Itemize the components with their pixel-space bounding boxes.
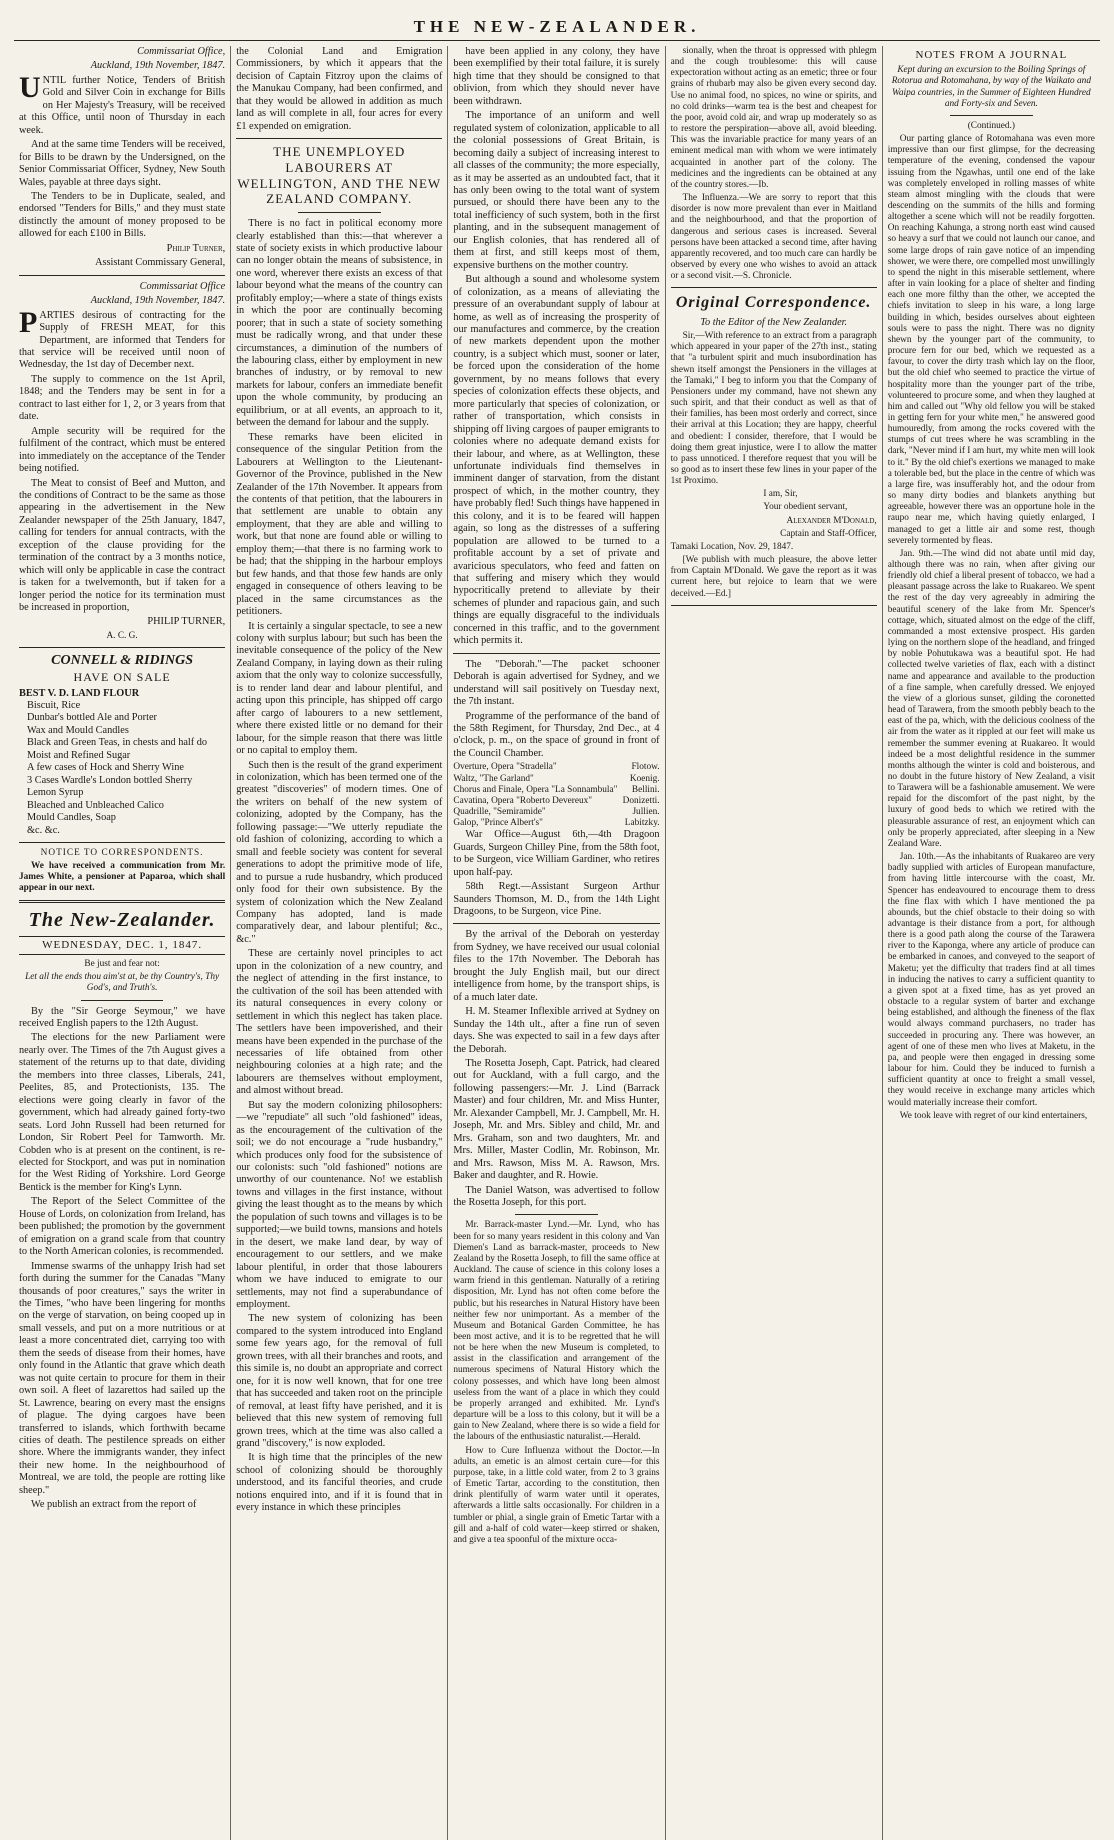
divider: [453, 923, 659, 924]
news-paragraph: The Rosetta Joseph, Capt. Patrick, had cleared out for Auckland, with a full cargo, and the following passengers:—Mr. J. Lind (Barrack Master) and four children, Mr. and Miss Hunter, Mr. Alexander Campbell, Mr. J. Campbell, Mr. H. Joseph, Mr. and Mrs. Sibley and child, Mr. and Mrs. Graham, son and two daughters, Mr. and Mrs. Miller, Master Codlin, Mr. Robinson, Mr. and Mrs. Rawson, Miss M. A. Rawson, Mrs. Baker and daughter, and R. Howie.: [453, 1058, 660, 1182]
advert-item: &c. &c.: [27, 824, 60, 836]
journal-text: [888, 134, 1095, 1122]
letter-closing: I am, Sir,: [763, 489, 798, 500]
divider: [19, 900, 225, 903]
divider: [236, 138, 442, 139]
drop-cap: U: [19, 70, 41, 104]
column-2: [231, 46, 448, 1840]
article-paragraph: It is certainly a singular spectacle, to see a new colony with surplus labour; but such has been the inevitable consequence of the policy of the New Zealand Company, in laying down as their ruling axiom that the only way to colonize successfully, is to render land dear and labour plentiful, and acting upon this principle, has shipped off cargo after cargo of labourers to a new settlement, where there existed little or no demand for their labour, for the simple reason that there was little or no capital to employ them.: [236, 620, 443, 757]
news-item: Mr. Barrack-master Lynd.—Mr. Lynd, who has been for so many years resident in this colony and Van Diemen's Land as barrack-master, proceeds to New Zealand by the Rosetta Joseph, to fill the same office at Auckland. The cause of science in this colony loses a warm friend in this gentleman. Naturally of a retiring disposition, Mr. Lynd has not often come before the public, but his researches in Natural History have been neither few nor unimportant. As a member of the Museum and Botanical Garden Committee, he has been most active, and it is to be regretted that he will not be here when the new Museum is completed, to assist in the classification and arrangement of the numerous specimens of Natural History which the colony possesses, and which have long been almost useless from the want of a place in which they could be properly arranged and exhibited. Mr. Lynd's departure will be a loss to this colony, but it will be a gain to New Zealand, where there is so wide a field for the labours of the enthusiastic naturalist.—Herald.: [453, 1220, 660, 1443]
divider: [19, 275, 225, 276]
programme-intro: Programme of the performance of the band of the 58th Regiment, for Thursday, 2nd Dec., at 4 o'clock, p. m., on the space of ground in front of the Council Chamber.: [453, 710, 660, 759]
journal-paragraph: Our parting glance of Rotomahana was even more impressive than our first glimpse, for the decreasing temperature of the evening, condensed the vapour issuing from the Ngawhas, until one end of the lake was completely enveloped in rolling masses of white steam almost mingling with the clouds that were descending on the summits of the hills and forming altogether a scene which will not be readily forgotten. On reaching Kahunga, a strong north east wind caused so heavy a surf that we could not launch our canoe, and some large drops of rain gave notice of an impending shower, we were there, ore compelled most unwillingly to spend the night in this miserable settlement, where after in vain looking for a place of shelter and finding each one more filthy than the other, we accepted the chiefs invitation to sleep in his ware, a long large building in which, besides ourselves about eighteen souls were to pass the night. There was no dignity shewn by the younger part of the community, to procure fern for our bed, which we requested as a favour, to cover the dirty trash which lay on the floor, but the old chief who seemed to practice the virtue of hospitality more than the younger part of the tribe, volunteered to procure some, and when they laughed at him and called out "Why old fellow you will be staked in getting fern for your white men," he answered good humouredly, from among the rocks covered with the stumps of cut trees where he was scrambling in the dark, "Never mind if I am hurt, my white men will look to it." By the old chief's exertions we managed to make a tolerable bed, but the place in the centre of which was a large fire, was insufferably hot, and the odour from so many dirty bodies and blankets anything but agreeable, however there was an opportune hole in the raupo near me, which having quietly enlarged, I managed to get a little air and some rest, though severely tormented by fleas.: [887, 134, 1095, 546]
article-paragraph: We publish an extract from the report of: [31, 1499, 197, 1511]
divider: [950, 115, 1033, 116]
article-paragraph: the Colonial Land and Emigration Commissioners, by which it appears that the decision of Captain Fitzroy upon the claims of the Manukau Company, had been confirmed, and that they would be allowed in addition as much land as will complete in all, four acres for every £1 expended on emigration.: [236, 46, 443, 132]
advert-subtitle: HAVE ON SALE: [73, 670, 171, 685]
signature-title: A. C. G.: [106, 630, 138, 641]
programme-item: [453, 796, 659, 807]
signature-title: Assistant Commissary General,: [95, 257, 226, 269]
article-paragraph: These remarks have been elicited in consequence of the singular Petition from the Labourers at Wellington to the Lieutenant-Governor of the Province, published in the New Zealander of the 17th November. It appears from the contents of that petition, that the labourers in that settlement are unable to obtain any employment, that they are able and willing to work, but that none are found able or willing to employ them;—that there is no farming work to be had; that the shipping in the harbour employs but few hands, and that those few hands are only engaged in consequence of others leaving to be placed in the same circumstances as the petitioners.: [236, 431, 443, 618]
deborah-notice: The "Deborah."—The packet schooner Deborah is again advertised for Sydney, and we understand will sail positively on Tuesday next, the 7th instant.: [453, 658, 660, 708]
divider: [19, 842, 225, 843]
article-paragraph: There is no fact in political economy more clearly established than this:—that wherever a state of society exists in which productive labour can no longer obtain the means of subsistence, in one word, wherever there exists an excess of that labour beyond what the means of the country can profitably employ;—where a state of things exists in which the poor are continually becoming poorer; that in such a state of society something must be radically wrong, and that under these circumstances, a diminution of the numbers of the labouring class, either by employment in new branches of industry, or by removal to new markets for labour, confers an immediate benefit upon the whole community, by producing an equilibrium, or at all events, an approach to it, between the demand for labour and the supply.: [236, 218, 443, 429]
drop-cap: P: [19, 305, 38, 339]
shipping-news: [453, 929, 659, 1209]
motto: Let all the ends thou aim'st at, be thy Country's, Thy God's, and Truth's.: [25, 972, 220, 994]
colonization-article: [453, 46, 659, 648]
notice-paragraph: And at the same time Tenders will be received, for Bills to be drawn by the Undersigned, on the Senior Commissariat Officer, Sydney, New South Wales, payable at three days sight.: [19, 139, 226, 188]
colonial-items: [453, 1220, 659, 1546]
notice-paragraph: The supply to commence on the 1st April, 1848; and the Tenders may be sent in for a contract to last either for 1, 2, or 3 years from that date.: [19, 373, 226, 423]
journal-continued: (Continued.): [967, 120, 1015, 131]
notice-paragraph: The Tenders to be in Duplicate, sealed, and endorsed "Tenders for Bills," and they must state distinctly the amount of money proposed to be allowed for each £100 in Bills.: [19, 190, 226, 240]
journal-paragraph: We took leave with regret of our kind entertainers,: [899, 1110, 1088, 1121]
advert-item: Bleached and Unbleached Calico: [27, 799, 164, 811]
letter-closing: Your obedient servant,: [763, 502, 848, 513]
journal-paragraph: Jan. 9th.—The wind did not abate until mid day, although there was no rain, when after giving our friendly old chief a liberal present of tobacco, we had a pleasant passage across the lake to Ruakareo. We spent the rest of the day very agreeably in admiring the beautiful scenery of the lake from Mr. Spencer's cottage, which, situated almost on the edge of the cliff, commanded a most extensive prospect. His garden lying on the northern slope of the headland, and fringed by noble Pohutukawa was a beautiful spot. He had collected twelve varieties of flax, each with a distinct name and appearance and available to the production of a fine sample, when carefully dressed. We enjoyed the view of a glorious sunset, gilding the coronetted head of Tarawera, from the smooth pebbly beach to the east of the pa, which, with the delicious coolness of the air from the water as it rippled at our feet will make us remember the summer evening at Ruakareo. It would indeed be a most delightful residence in the summer months although the winter is cold and boisterous, and no doubt in the future history of New Zealand, a visit to Tarawera will be a fashionable amusement. We were repaid for the discomfort of the past night, by the luxury of good beds to which we retired with the pleasurable assurance of rest, an enjoyment which can only be properly appreciated, after sleeping in a New Zealand Ware.: [887, 548, 1095, 849]
notice-office: Commissariat Office,: [137, 46, 226, 57]
article-paragraph: By the "Sir George Seymour," we have received English papers to the 12th August.: [19, 1005, 226, 1030]
masthead-rule: [14, 40, 1100, 41]
correspondents-heading: NOTICE TO CORRESPONDENTS.: [40, 847, 204, 858]
programme-composer: Labitzky.: [624, 818, 660, 829]
column-3: [448, 46, 665, 1840]
labourers-article: [236, 218, 442, 1515]
journal-heading: NOTES FROM A JOURNAL: [915, 49, 1068, 61]
masthead: THE NEW-ZEALANDER.: [413, 17, 701, 36]
divider: [19, 647, 225, 648]
programme-piece: Galop, "Prince Albert's": [453, 818, 543, 829]
leader-article: [19, 1006, 225, 1512]
correspondence-to: To the Editor of the New Zealander.: [700, 316, 848, 328]
notice-bills: [19, 46, 225, 270]
divider: [81, 1000, 163, 1001]
advert-item: Lemon Syrup: [27, 787, 84, 799]
article-paragraph: The importance of an uniform and well regulated system of colonization, applicable to all the colonial possessions of Great Britain, is becoming daily a subject of increasing interest to all classes of the community; the more especially, as it may be asserted as an undoubted fact, that it has only been owing to the total want of system pursued, or should there have been any to the total inefficiency of such system, both in the first planting, and in the subsequent management of our English colonies, that has rendered all of them at first, and still keeps most of them, expensive burthens on the mother country.: [453, 110, 660, 271]
journal-subtitle: Kept during an excursion to the Boiling Springs of Rotorua and Rotomahana, by way of the Waikato and Waipa countries, in the Summer of Eighteen Hundred and Forty-six and Seven.: [891, 65, 1091, 109]
advert-item: Mould Candles, Soap: [27, 812, 116, 824]
issue-date: WEDNESDAY, DEC. 1, 1847.: [19, 936, 225, 955]
advert-item: 3 Cases Wardle's London bottled Sherry: [27, 774, 193, 786]
letter-signature-title: Captain and Staff-Officer,: [780, 528, 877, 539]
influenza-items: [671, 46, 877, 282]
news-paragraph: By the arrival of the Deborah on yesterday from Sydney, we have received our usual colonial files to the 17th November. The Deborah has brought the July English mail, but our direct intelligence from home, by the transport ships, is of a much later date.: [453, 929, 660, 1003]
advert-item: Wax and Mould Candles: [27, 724, 129, 736]
article-paragraph: Such then is the result of the grand experiment in colonization, which has been termed one of the greatest "discoveries" of modern times. One of the writers on behalf of the new system of colonizing, adopted by the Company, has the following passage:—"We utterly repudiate the old fashion of colonizing, according to which a small and feeble society was content for several generations to adopt the primitive mode of life, and to pursue a rude husbandry, which produced only food for their own subsistence. By the system of colonization which the New Zealand Company has adopted, land is made comparatively dear, and labour plentiful; &c., &c.": [236, 759, 443, 945]
article-paragraph: Immense swarms of the unhappy Irish had set forth during the summer for the Canadas "Many thousands of poor creatures," says the writer in the Times, "who have been lingering for months on the verge of starvation, on being cooped up in small vessels, and put on a more nutritious or at least a more concentrated diet, carrying too with them the seeds of disease from their homes, have only found in the Atlantic that grave which death was not quite certain to procure for them in their own soil. A fleet of lazarettos had sailed up the St. Lawrence, bearing on every mast the ensigns of plague. The dying cargoes have been transferred to islands, which forthwith became cities of death. The pestilence spreads on either shore. Where the immigrants wander, they infect their new home. In the neighbourhood of Montreal, we are told, the people are rotting like sheep.": [19, 1260, 226, 1496]
columns: [14, 46, 1100, 1840]
news-paragraph: The Daniel Watson, was advertised to follow the Rosetta Joseph, for this port.: [453, 1184, 660, 1208]
advert-item: BEST V. D. LAND FLOUR: [19, 687, 140, 699]
advert-item: Dunbar's bottled Ale and Porter: [27, 712, 157, 724]
war-office-notice: 58th Regt.—Assistant Surgeon Arthur Saunders Thomson, M. D., from the 14th Light Dragoons, to be Surgeon, vice Pine.: [453, 881, 660, 918]
programme-piece: Waltz, "The Garland": [453, 773, 534, 784]
correspondence-heading: Original Correspondence.: [675, 294, 872, 312]
programme-piece: Quadrille, "Semiramide": [453, 807, 546, 817]
programme-piece: Cavatina, Opera "Roberto Devereux": [453, 795, 593, 806]
article-paragraph: But although a sound and wholesome system of colonization, as a means of alleviating the pressure of an overabundant supply of labour at home, as well as of increasing the prosperity of our manufactures and commerce, by the creation of new markets dependent upon the mother country, is a subject which must, sooner or later, be forced upon the consideration of the home government, by no means follows that every species of colonization effects these objects, and more particularly that species of colonization, or rather of transportation, which consists in shipping off living cargoes of pauper emigrants to colonies where no adequate demand exists for their labour, and where, as at Wellington, these unfortunate individuals find themselves in imminent danger of starvation, from the distant prospect of which, in the mother country, they have probably fled! Such things have happened in this colony, and it is to be feared will happen again, so long as the distresses of a suffering population are allowed to be turned to a profitable account by a set of private and avaricious speculators, who feed and fatten on that suffering and misery which they would hypocritically pretend to alleviate by their schemes of plunder and rapacious gain, and such things are equally disgraceful to the individuals concerned in this traffic, and to the government which permits it.: [453, 274, 660, 647]
advert-item: A few cases of Hock and Sherry Wine: [27, 762, 184, 774]
notice-meat: [19, 281, 225, 642]
signature-name: Philip Turner,: [166, 242, 226, 254]
war-office-notice: War Office—August 6th,—4th Dragoon Guards, Surgeon Chilley Pine, from the 58th foot, to be Surgeon, vice William Gardiner, who retires upon half-pay.: [453, 829, 660, 878]
motto: Be just and fear not:: [84, 959, 160, 970]
connell-advert: [19, 653, 225, 837]
programme-item: [453, 807, 659, 818]
article-paragraph: These are certainly novel principles to act upon in the colonization of a new country, and the neglect of attending in the first instance, to the cultivation of the soil has been attended with its natural consequences in every colony or settlement in which this neglect has taken place. The settlers have been impoverished, and their means have been expended in the purchase of the necessaries of life obtained from other neighbouring colonies at a high rate; and the labourers are themselves without employment, and almost without bread.: [236, 948, 443, 1097]
letter-place: Tamaki Location, Nov. 29, 1847.: [670, 541, 794, 552]
notice-dateline: Auckland, 19th November, 1847.: [90, 295, 226, 307]
notice-office: Commissariat Office: [139, 280, 226, 292]
article-paragraph: It is high time that the principles of the new school of colonizing should be thoroughly understood, and its fanciful theories, and crude notions enquired into, and if it is found that in every instance in which these principles: [236, 1452, 443, 1514]
programme-item: [453, 785, 659, 796]
divider: [298, 212, 380, 213]
notice-paragraph: ARTIES desirous of contracting for the Supply of FRESH MEAT, for this Department, are informed that Tenders for that service will be received until noon of Wednesday, the 1st day of December next.: [19, 309, 226, 371]
programme-composer: Jullien.: [632, 807, 660, 817]
programme-item: [453, 762, 659, 773]
correspondents-text: We have received a communication from Mr. James White, a pensioner at Paparoa, which shall appear in our next.: [19, 861, 226, 894]
advert-item: Moist and Refined Sugar: [27, 749, 131, 761]
programme-item: [453, 774, 659, 785]
programme-composer: Koenig.: [629, 773, 660, 784]
signature-name: PHILIP TURNER,: [147, 616, 226, 628]
correspondence-letter: Sir,—With reference to an extract from a paragraph which appeared in your paper of the 27th inst., stating that "a turbulent spirit and much insubordination has shewn itself amongst the Pensioners in the villages at the Tamaki," I beg to inform you that the Company of Pensioners under my command, have not shewn any such spirit, and that their conduct as well as that of their families, has been most orderly and correct, since their arrival at this Location; they are happy, cheerful and obedient: I consider, therefore, that I would be doing them great injustice, were I to allow the matter to pass unnoticed. I therefore request that you will be so good as to insert these few lines in your paper of the 1st Proximo.: [670, 331, 877, 487]
column-1: [14, 46, 231, 1840]
news-item: sionally, when the throat is oppressed with phlegm and the cough troublesome: this will cause expectoration without acting as an emetic; three or four grains of rhubarb may also be given every second day. Use no animal food, no spices, no wine or spirits, and no cold drinks—warm tea is the best and cheapest for the poor, avoid cold air, and wrap up moderately so as to restore the perspiration—above all, avoid bleeding. This was the invariable practice for many years of an eminent medical man with whom we were intimately acquainted in another part of the colony. The medicines and the ingredients can be obtained at any of the country stores.—Ib.: [670, 46, 877, 190]
article-paragraph: The Report of the Select Committee of the House of Lords, on colonization from Ireland, has been published; the promotion by the government of emigration on a grand scale from that country to the North American colonies, is recommended.: [19, 1196, 226, 1258]
divider: [515, 1214, 597, 1215]
column-5: [883, 46, 1100, 1840]
notice-dateline: Auckland, 19th November, 1847.: [90, 60, 226, 72]
advert-title: CONNELL & RIDINGS: [51, 653, 194, 669]
paper-title: The New-Zealander.: [28, 908, 216, 931]
news-item: How to Cure Influenza without the Doctor.—In adults, an emetic is an almost certain cure—for this purpose, take, in a little cold water, from 2 to 3 grains of Emetic Tartar, according to the constitution, then drink plentifully of warm water until it operates, afterwards a little salts occasionally. For children in a tumbler or phial, a single grain of Emetic Tartar with a gill and a-half of cold water—keep stirred or shaken, and give a tea spoonful of the mixture occa-: [453, 1445, 660, 1545]
news-item: The Influenza.—We are sorry to report that this disorder is now more prevalent than ever in Maitland and the neighbourhood, and that the proportion of dangerous and serious cases is increased. Several persons have been attacked a second time, after having apparently recovered, and too much care can hardly be observed by every one who wishes to avoid an attack or a second visit.—S. Chronicle.: [670, 193, 877, 282]
advert-item: Black and Green Teas, in chests and half do: [27, 737, 208, 749]
news-paragraph: H. M. Steamer Inflexible arrived at Sydney on Sunday the 14th ult., after a fine run of seven days. She was expected to sail in a few days after the Deborah.: [453, 1006, 660, 1055]
programme-piece: Overture, Opera "Stradella": [453, 762, 557, 773]
column-4: [666, 46, 883, 1840]
letter-signature: Alexander M'Donald,: [786, 515, 877, 526]
article-heading: THE UNEMPLOYED LABOURERS AT WELLINGTON, AND THE NEW ZEALAND COMPANY.: [237, 144, 442, 207]
divider: [671, 605, 877, 606]
divider: [671, 287, 877, 288]
programme-composer: Flotow.: [631, 762, 660, 773]
article-paragraph: But say the modern colonizing philosophers:—we "repudiate" all such "old fashioned" ideas, as the encouragement of the cultivation of the soil; we do not encourage a "rude husbandry," which produces only food for the subsistence of our colonists: such "old fashioned" notions are unworthy of our countenance. No! we establish towns and villages in the first instance, without giving the least thought as to the means by which the population of such towns and villages is to be supported;—we build towns, mansions and hotels in the desert, we make land dear, by way of encouragement to our settlers, and we make labour plentiful, in order that those labourers whom we have induced to emigrate to our settlements, may not find a superabundance of employment.: [236, 1099, 443, 1311]
programme-composer: Bellini.: [631, 784, 660, 795]
divider: [453, 653, 659, 654]
advert-list: [19, 688, 225, 837]
notice-paragraph: The Meat to consist of Beef and Mutton, and the conditions of Contract to be the same as those appearing in the advertisement in the New Zealander newspaper of the 25th January, 1847, calling for tenders for annual contracts, with the exception of the clause providing for the termination of the contract by a 3 months notice, which will only be applicable in case the contract is taken for a twelvemonth, but if taken for a longer period the notice for its termination must be increased in proportion,: [19, 477, 226, 614]
editor-note: [We publish with much pleasure, the above letter from Captain M'Donald. We gave the report as it was current here, but rejoice to learn that we were deceived.—Ed.]: [670, 555, 877, 599]
advert-item: Biscuit, Rice: [27, 700, 81, 711]
band-programme: [453, 762, 659, 829]
article-paragraph: have been applied in any colony, they have been exemplified by their total failure, it is surely high time that they should be consigned to that oblivion, from which they should never have been withdrawn.: [453, 46, 660, 107]
programme-piece: Chorus and Finale, Opera "La Sonnambula": [453, 784, 618, 795]
programme-item: [453, 818, 659, 829]
notice-paragraph: Ample security will be required for the fulfilment of the contract, which must be entered into immediately on the acceptance of the Tender being notified.: [19, 425, 226, 475]
article-paragraph: The elections for the new Parliament were nearly over. The Times of the 7th August gives a statement of the returns up to that date, dividing the members into three classes, Liberals, 241, Peelites, 85, and Protectionists, 135. The elections were going clearly in favor of the government, which had already gained forty-two seats. Lord John Russell had been returned for London, Sir Robert Peel for Tamworth. Mr. Cobden who is at present on the continent, is re-elected for Stockport, and was put in nomination for the West Riding of Yorkshire. Lord George Bentick is the member for King's Lynn.: [19, 1032, 226, 1193]
notice-paragraph: NTIL further Notice, Tenders of British Gold and Silver Coin in exchange for Bills on Her Majesty's Treasury, will be received at this Office, until noon of Thursday in each week.: [19, 74, 226, 136]
programme-composer: Donizetti.: [622, 795, 660, 806]
article-paragraph: The new system of colonizing has been compared to the system introduced into England some few years ago, for the removal of full grown trees, with all their branches and roots, and this simile is, no doubt an appropriate and correct one, for it is now well known, that for one tree that has succeeded and taken root on the principle of removal, at least fifty have perished, and it is believed that this new system of removing full grown trees, which at the time was also called a grand "discovery," is now exploded.: [236, 1313, 443, 1449]
journal-paragraph: Jan. 10th.—As the inhabitants of Ruakareo are very badly supplied with articles of European manufacture, from having little intercourse with the coast, Mr. Spencer has endeavoured to encourage them to dress the fine flax with which I have mentioned the pa abounds, but the chief obstacle to their doing so with advantage is their distance from a port, for although there is a good path along the course of the Tarawera river to the Kaponga, where any article of produce can be embarked in canoes, and conveyed to the seaport of Maketu; yet the difficulty that traders find at all times in inducing the natives to carry a sufficient quantity to a given spot at a fixed time, has as yet proved an obstacle to a regular system of barter and exchange being established, and although the fineness of the flax would always command purchasers, no trader has succeeded in procuring any. There was however, an agent of one of these men who lives at Maketu, in the pa, and people were then engaged in dressing some labour for him. Could they be induced to furnish a sufficient quantity at once to freight a small vessel, they would receive in exchange many articles which would materially increase their comfort.: [887, 852, 1095, 1108]
